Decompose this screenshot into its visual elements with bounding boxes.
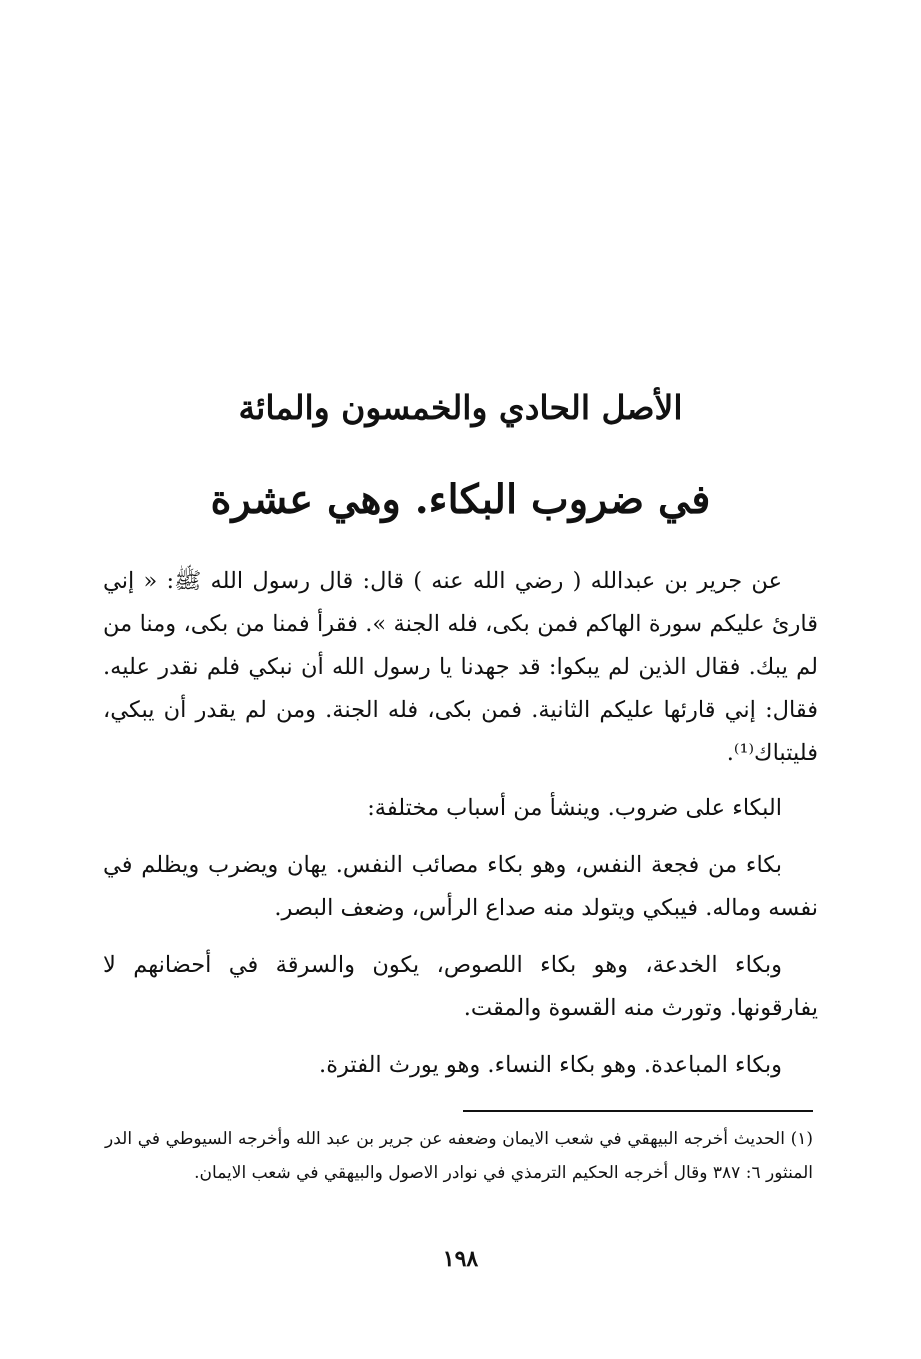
main-text <box>103 560 818 1101</box>
chapter-title: الأصل الحادي والخمسون والمائة <box>238 388 683 427</box>
paragraph-deceit-weeping: وبكاء الخدعة، وهو بكاء اللصوص، يكون والسرقة في أحضانهم لا يفارقونها. وتورث منه القسوة والمقت. <box>103 952 818 1021</box>
paragraph-intro: البكاء على ضروب. وينشأ من أسباب مختلفة: <box>367 795 782 821</box>
footnote: (١) الحديث أخرجه البيهقي في شعب الايمان وضعفه عن جرير بن عبد الله وأخرجه السيوطي في الدر المنثور ٦: ٣٨٧ وقال أخرجه الحكيم الترمذي في نوادر الاصول والبيهقي في شعب الايمان. <box>105 1129 813 1183</box>
chapter-subject: في ضروب البكاء. وهي عشرة <box>210 476 711 523</box>
footnote-divider <box>463 1110 813 1112</box>
paragraph-distancing-weeping: وبكاء المباعدة. وهو بكاء النساء. وهو يورث الفترة. <box>319 1052 782 1078</box>
paragraph-grief-weeping: بكاء من فجعة النفس، وهو بكاء مصائب النفس. يهان ويضرب ويظلم في نفسه وماله. فيبكي ويتولد منه صداع الرأس، وضعف البصر. <box>103 852 818 921</box>
paragraph-hadith: عن جرير بن عبدالله ( رضي الله عنه ) قال: قال رسول الله ﷺ: « إني قارئ عليكم سورة الهاكم فمن بكى، فله الجنة ». فقرأ فمنا من بكى، ومنا من لم يبك. فقال الذين لم يبكوا: قد جهدنا يا رسول الله أن نبكي فلم نقدر عليه. فقال: إني قارئها عليكم الثانية. فمن بكى، فله الجنة. ومن لم يقدر أن يبكي، فليتباك⁽¹⁾. <box>103 568 818 766</box>
page-number: ١٩٨ <box>442 1246 479 1272</box>
